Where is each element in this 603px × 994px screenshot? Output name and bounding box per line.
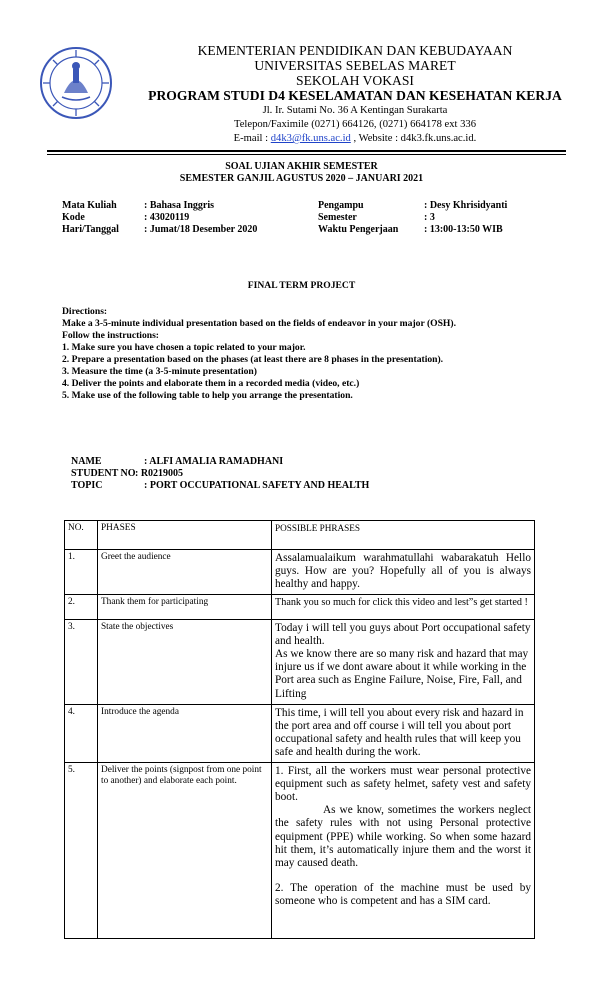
instruction-1: 1. Make sure you have chosen a topic related to your major. xyxy=(62,342,306,353)
pengampu-value: : Desy Khrisidyanti xyxy=(424,200,508,211)
exam-semester: SEMESTER GANJIL AGUSTUS 2020 – JANUARI 2021 xyxy=(179,173,424,184)
header-no: NO. xyxy=(65,521,98,550)
table-row xyxy=(65,619,535,704)
kode-value: : 43020119 xyxy=(144,212,190,223)
phone: Telepon/Faximile (0271) 664126, (0271) 664178 ext 336 xyxy=(234,119,476,130)
header-phrases: POSSIBLE PHRASES xyxy=(272,521,535,550)
exam-title: SOAL UJIAN AKHIR SEMESTER xyxy=(225,161,378,172)
project-title: FINAL TERM PROJECT xyxy=(247,280,356,291)
row-no: 5. xyxy=(65,762,98,938)
semester-label: Semester xyxy=(318,212,357,223)
pengampu-label: Pengampu xyxy=(318,200,364,211)
phrase-text: 1. First, all the workers must wear personal protective equipment such as safety helmet, safety vest and safety boot. xyxy=(275,764,531,804)
university-name: UNIVERSITAS SEBELAS MARET xyxy=(254,58,456,73)
kode-label: Kode xyxy=(62,212,85,223)
directions-heading: Directions: xyxy=(62,306,108,317)
topic-value: : PORT OCCUPATIONAL SAFETY AND HEALTH xyxy=(144,480,370,491)
row-phase: Greet the audience xyxy=(98,550,272,595)
school-name: SEKOLAH VOKASI xyxy=(296,73,414,88)
phrase-text: As we know there are so many risk and hazard that may injure us if we dont aware about it while working in the Port area such as Engine Failure, Noise, Fire, Fall, and Lifting xyxy=(275,648,529,700)
mata-kuliah-label: Mata Kuliah xyxy=(62,200,117,211)
student-no-label: STUDENT NO xyxy=(71,468,136,479)
row-phrase xyxy=(272,550,535,595)
row-phrase xyxy=(272,619,535,704)
paragraph-gap xyxy=(275,870,531,882)
row-phase: Deliver the points (signpost from one point to another) and elaborate each point. xyxy=(98,762,272,938)
waktu-label: Waktu Pengerjaan xyxy=(318,224,399,235)
phrase-text: Today i will tell you guys about Port occupational safety and health. xyxy=(275,621,531,647)
email-label: E-mail : xyxy=(233,133,271,144)
instruction-5: 5. Make use of the following table to help you arrange the presentation. xyxy=(62,390,353,401)
row-phrase xyxy=(272,594,535,619)
address: Jl. Ir. Sutami No. 36 A Kentingan Surakarta xyxy=(262,105,448,116)
university-logo xyxy=(38,45,114,121)
row-no: 3. xyxy=(65,619,98,704)
waktu-value: : 13:00-13:50 WIB xyxy=(424,224,503,235)
topic-label: TOPIC xyxy=(71,480,103,491)
hari-value: : Jumat/18 Desember 2020 xyxy=(144,224,258,235)
row-no: 1. xyxy=(65,550,98,595)
table-row xyxy=(65,762,535,938)
instructions-heading: Follow the instructions: xyxy=(62,330,160,341)
instruction-2: 2. Prepare a presentation based on the phases (at least there are 8 phases in the presentation). xyxy=(62,354,444,365)
row-phrase xyxy=(272,762,535,938)
contact-line xyxy=(120,132,590,145)
semester-value: : 3 xyxy=(424,212,435,223)
row-no: 4. xyxy=(65,704,98,762)
student-no-value: : R0219005 xyxy=(135,468,184,479)
program-name: PROGRAM STUDI D4 KESELAMATAN DAN KESEHATAN KERJA xyxy=(148,88,562,103)
row-no: 2. xyxy=(65,594,98,619)
table-row xyxy=(65,704,535,762)
phrase-text: 2. The operation of the machine must be used by someone who is competent and has a SIM card. xyxy=(275,882,531,908)
hari-label: Hari/Tanggal xyxy=(62,224,119,235)
header-phases: PHASES xyxy=(98,521,272,550)
phrase-text: Thank you so much for click this video and lest”s get started ! xyxy=(275,596,528,608)
ministry-name: KEMENTERIAN PENDIDIKAN DAN KEBUDAYAAN xyxy=(197,43,513,58)
phrase-text: This time, i will tell you about every risk and hazard in the port area and off course i will tell you about port occupational safety and health rules that will keep you safe and health during the work. xyxy=(275,706,524,759)
row-phase: State the objectives xyxy=(98,619,272,704)
email-link[interactable]: d4k3@fk.uns.ac.id xyxy=(270,133,351,144)
name-value: : ALFI AMALIA RAMADHANI xyxy=(144,456,284,467)
row-phase: Thank them for participating xyxy=(98,594,272,619)
table-row xyxy=(65,594,535,619)
website-text: , Website : d4k3.fk.uns.ac.id. xyxy=(350,133,477,144)
mata-kuliah-value: : Bahasa Inggris xyxy=(144,200,215,211)
table-header-row xyxy=(65,521,535,550)
instruction-4: 4. Deliver the points and elaborate them in a recorded media (video, etc.) xyxy=(62,378,360,389)
phrase-text: As we know, sometimes the workers neglect the safety rules with not using Personal protective equipment (PPE) while working. So when some hazard hit them, it’s automatically injure them and the worst it may caused death. xyxy=(275,804,531,870)
phrase-text: Assalamualaikum warahmatullahi wabarakatuh Hello guys. How are you? Hopefully all of you is always healthy and happy. xyxy=(275,552,531,591)
phases-table xyxy=(64,520,535,939)
row-phrase xyxy=(272,704,535,762)
table-row xyxy=(65,550,535,595)
instruction-3: 3. Measure the time (a 3-5-minute presentation) xyxy=(62,366,257,377)
directions-text: Make a 3-5-minute individual presentation based on the fields of endeavor in your major (OSH). xyxy=(62,318,456,329)
header-rule xyxy=(47,150,566,152)
name-label: NAME xyxy=(71,456,102,467)
header-rule-thin xyxy=(47,154,566,155)
row-phase: Introduce the agenda xyxy=(98,704,272,762)
